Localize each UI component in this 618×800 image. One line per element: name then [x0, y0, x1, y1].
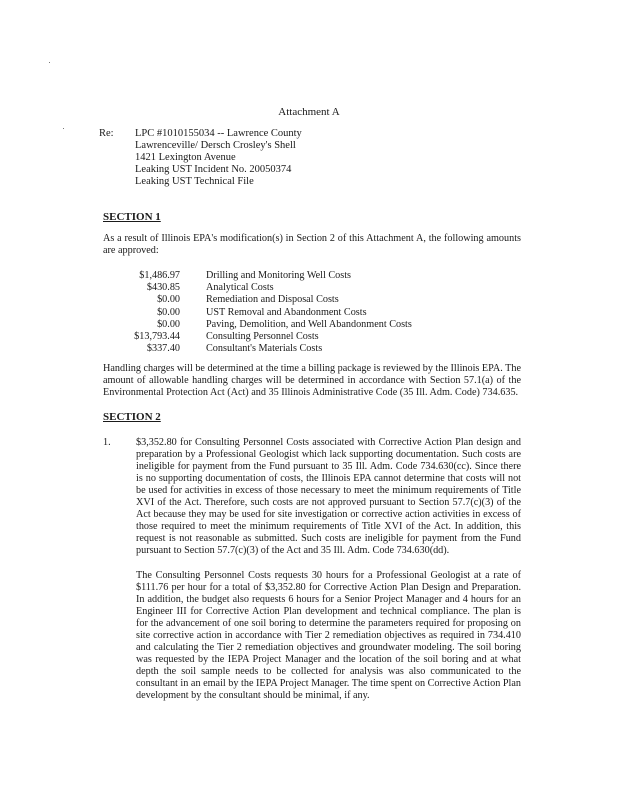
cost-row	[110, 294, 412, 306]
section-1-intro: As a result of Illinois EPA's modification(s) in Section 2 of this Attachment A, the following amounts are approved:	[103, 233, 521, 256]
re-line-lpc: LPC #1010155034 -- Lawrence County	[135, 128, 302, 139]
item-1-paragraph-2: The Consulting Personnel Costs requests 30 hours for a Professional Geologist at a rate of $111.76 per hour for a total of $3,352.80 for Corrective Action Plan Design and Preparation. In addition, the budget also requests 6 hours for a Senior Project Manager and 4 hours for an Engineer III for Corrective Action Plan development and technical compliance. The plan is for the advancement of one soil boring to determine the parameters required for proposing on site corrective action in accordance with Tier 2 remediation objectives as required in 734.410 and calculating the Tier 2 remediation objectives and groundwater modeling. The soil boring was requested by the IEPA Project Manager and the location of the soil boring and at what depth the soil sample needs to be collected for analysis was also communicated to the consultant in an email by the IEPA Project Manager. The time spent on Corrective Action Plan development by the consultant should be minimal, if any.	[136, 570, 521, 701]
cost-row	[110, 307, 412, 319]
cost-amount: $1,486.97	[139, 270, 180, 281]
handling-charges-paragraph: Handling charges will be determined at the time a billing package is reviewed by the Illinois EPA. The amount of allowable handling charges will be determined in accordance with Section 57.1(a) of the Environmental Protection Act (Act) and 35 Illinois Administrative Code (35 Ill. Adm. Code) 734.635.	[103, 363, 521, 398]
cost-amount: $430.85	[146, 282, 180, 294]
cost-amount: $0.00	[157, 318, 180, 330]
re-line-site: Lawrenceville/ Dersch Crosley's Shell	[135, 140, 296, 151]
approved-costs-table	[110, 270, 412, 355]
cost-description: Paving, Demolition, and Well Abandonment Costs	[206, 318, 412, 330]
cost-amount: $337.40	[146, 343, 180, 355]
cost-amount: $0.00	[157, 294, 180, 306]
attachment-title: Attachment A	[278, 106, 340, 118]
scan-speck	[63, 128, 64, 129]
re-line-incident: Leaking UST Incident No. 20050374	[135, 164, 292, 175]
re-block	[135, 128, 302, 188]
section-2-heading: SECTION 2	[103, 411, 161, 423]
cost-description: Analytical Costs	[206, 282, 274, 294]
section-1-heading: SECTION 1	[103, 211, 161, 223]
item-1-paragraph-1: $3,352.80 for Consulting Personnel Costs associated with Corrective Action Plan design and preparation by a Professional Geologist which lack supporting documentation. Such costs are ineligible for payment from the Fund pursuant to 35 Ill. Adm. Code 734.630(cc). Since there is no supporting documentation of costs, the Illinois EPA cannot determine that costs will not be used for activities in excess of those necessary to meet the minimum requirements of Title XVI of the Act. Therefore, such costs are not approved pursuant to Section 57.7(c)(3) of the Act because they may be used for site investigation or corrective action activities in excess of those required to meet the minimum requirements of Title XVI of the Act. In addition, this request is not reasonable as submitted. Such costs are ineligible for payment from the Fund pursuant to Section 57.7(c)(3) of the Act and 35 Ill. Adm. Code 734.630(dd).	[136, 437, 521, 556]
scan-speck	[49, 62, 50, 63]
cost-row	[110, 282, 412, 294]
item-number: 1.	[103, 437, 111, 448]
cost-description: UST Removal and Abandonment Costs	[206, 306, 367, 318]
cost-description: Drilling and Monitoring Well Costs	[206, 270, 352, 281]
cost-row	[110, 343, 412, 355]
cost-description: Consulting Personnel Costs	[206, 331, 319, 343]
cost-row	[110, 319, 412, 331]
cost-amount: $0.00	[157, 306, 180, 318]
cost-row	[110, 270, 412, 282]
cost-description: Consultant's Materials Costs	[206, 343, 323, 355]
re-line-file: Leaking UST Technical File	[135, 176, 254, 187]
re-label: Re:	[99, 128, 114, 139]
cost-description: Remediation and Disposal Costs	[206, 294, 339, 306]
cost-row	[110, 331, 412, 343]
cost-amount: $13,793.44	[134, 331, 180, 343]
re-line-address: 1421 Lexington Avenue	[135, 152, 236, 163]
